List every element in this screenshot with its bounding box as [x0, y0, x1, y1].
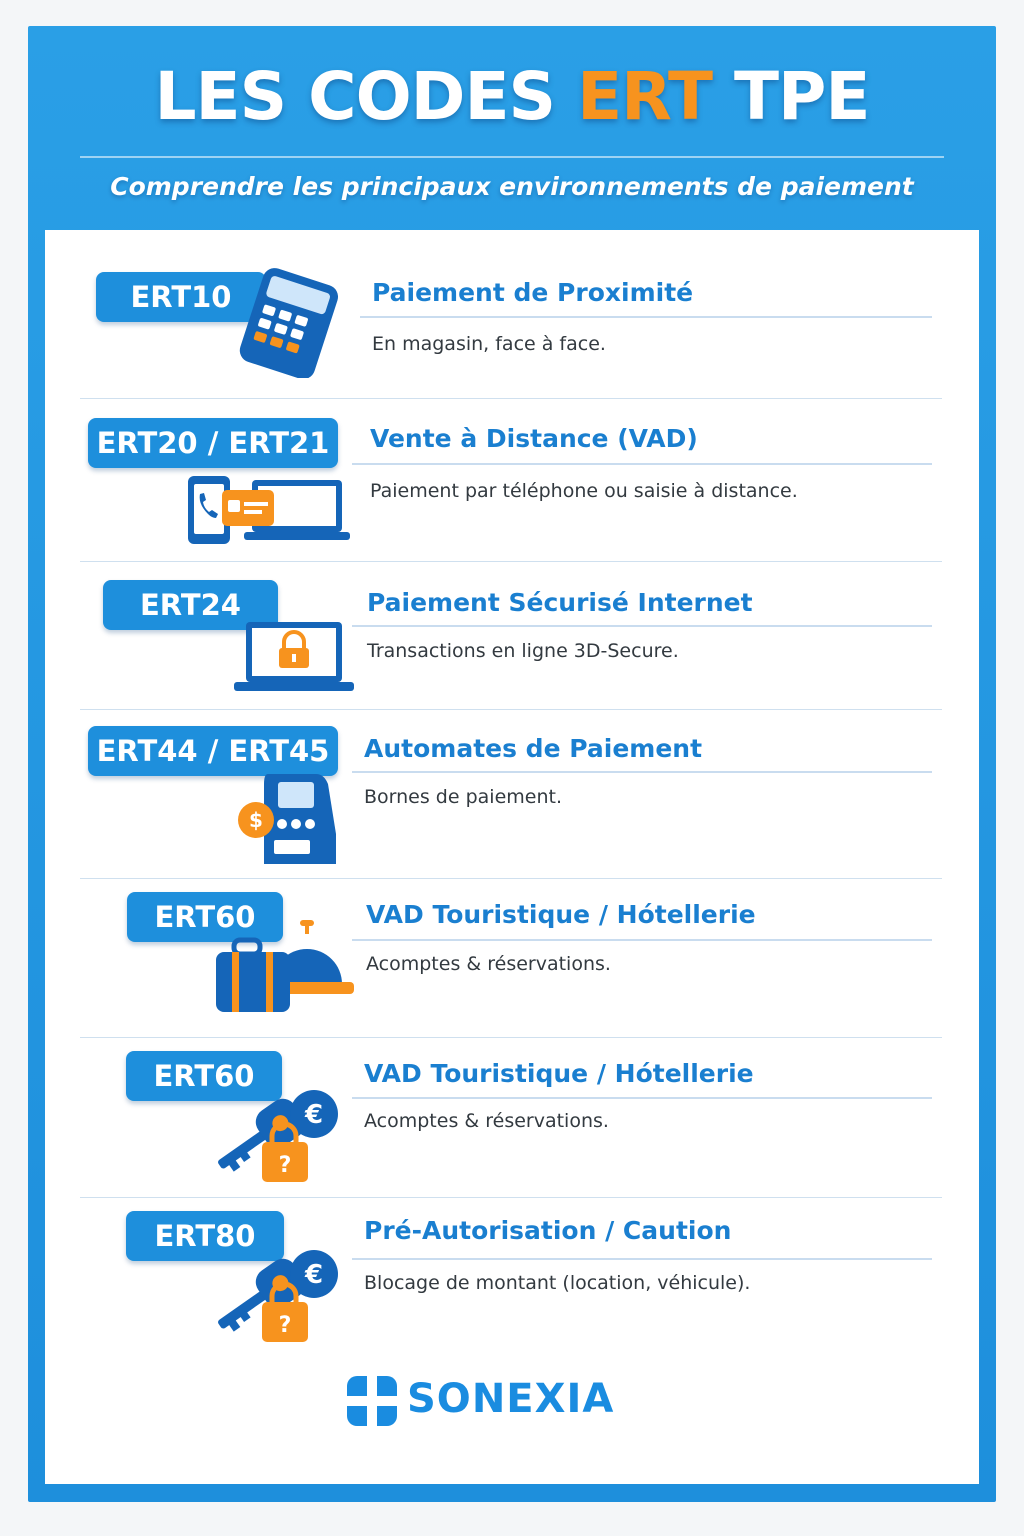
sonexia-logo-icon — [345, 1374, 399, 1428]
row-rule — [352, 463, 932, 465]
row-desc-ert44: Bornes de paiement. — [364, 786, 562, 808]
row-title-ert10: Paiement de Proximité — [372, 278, 694, 307]
row-desc-ert24: Transactions en ligne 3D-Secure. — [367, 640, 679, 662]
row-separator — [80, 398, 942, 399]
row-title-ert24: Paiement Sécurisé Internet — [367, 588, 753, 617]
title-part1: LES CODES — [154, 58, 556, 135]
svg-text:?: ? — [278, 1153, 292, 1178]
svg-text:$: $ — [249, 808, 263, 832]
sonexia-logo — [345, 1372, 655, 1432]
row-title-ert80: Pré-Autorisation / Caution — [364, 1216, 732, 1245]
row-desc-ert80: Blocage de montant (location, véhicule). — [364, 1272, 751, 1294]
laptop-lock-icon — [232, 620, 356, 694]
badge-ert80: ERT80 — [126, 1211, 284, 1261]
svg-text:?: ? — [278, 1313, 292, 1338]
row-separator — [80, 561, 942, 562]
badge-ert60b: ERT60 — [126, 1051, 282, 1101]
badge-ert60: ERT60 — [127, 892, 283, 942]
row-desc-ert10: En magasin, face à face. — [372, 333, 606, 355]
page-title — [0, 58, 1024, 135]
payment-terminal-icon — [222, 268, 352, 378]
row-rule — [352, 1097, 932, 1099]
row-separator — [80, 709, 942, 710]
title-part2: TPE — [734, 58, 870, 135]
row-desc-ert20: Paiement par téléphone ou saisie à distance. — [370, 480, 798, 502]
row-rule — [360, 316, 932, 318]
row-title-ert60a: VAD Touristique / Hótellerie — [366, 900, 756, 929]
phone-card-laptop-icon — [186, 472, 352, 548]
suitcase-bell-icon — [214, 918, 356, 1016]
badge-ert44-ert45: ERT44 / ERT45 — [88, 726, 338, 776]
row-rule — [352, 939, 932, 941]
key-euro-lock-icon — [198, 1080, 344, 1186]
badge-ert20-ert21: ERT20 / ERT21 — [88, 418, 338, 468]
payment-kiosk-icon — [234, 770, 340, 866]
svg-text:€: € — [304, 1260, 324, 1290]
row-desc-ert60b: Acomptes & réservations. — [364, 1110, 609, 1132]
title-accent: ERT — [577, 58, 713, 135]
key-euro-lock-icon — [198, 1240, 344, 1346]
row-separator — [80, 878, 942, 879]
row-separator — [80, 1037, 942, 1038]
row-desc-ert60a: Acomptes & réservations. — [366, 953, 611, 975]
page-subtitle: Comprendre les principaux environnements de paiement — [110, 172, 914, 201]
logo-text: SONEXIA — [407, 1376, 615, 1422]
badge-ert10: ERT10 — [96, 272, 266, 322]
title-divider — [80, 156, 944, 158]
row-rule — [352, 771, 932, 773]
svg-text:€: € — [304, 1100, 324, 1130]
row-title-ert44: Automates de Paiement — [364, 734, 703, 763]
row-title-ert60b: VAD Touristique / Hótellerie — [364, 1059, 754, 1088]
row-rule — [352, 625, 932, 627]
row-rule — [352, 1258, 932, 1260]
badge-ert24: ERT24 — [103, 580, 278, 630]
row-separator — [80, 1197, 942, 1198]
row-title-ert20: Vente à Distance (VAD) — [370, 424, 698, 453]
